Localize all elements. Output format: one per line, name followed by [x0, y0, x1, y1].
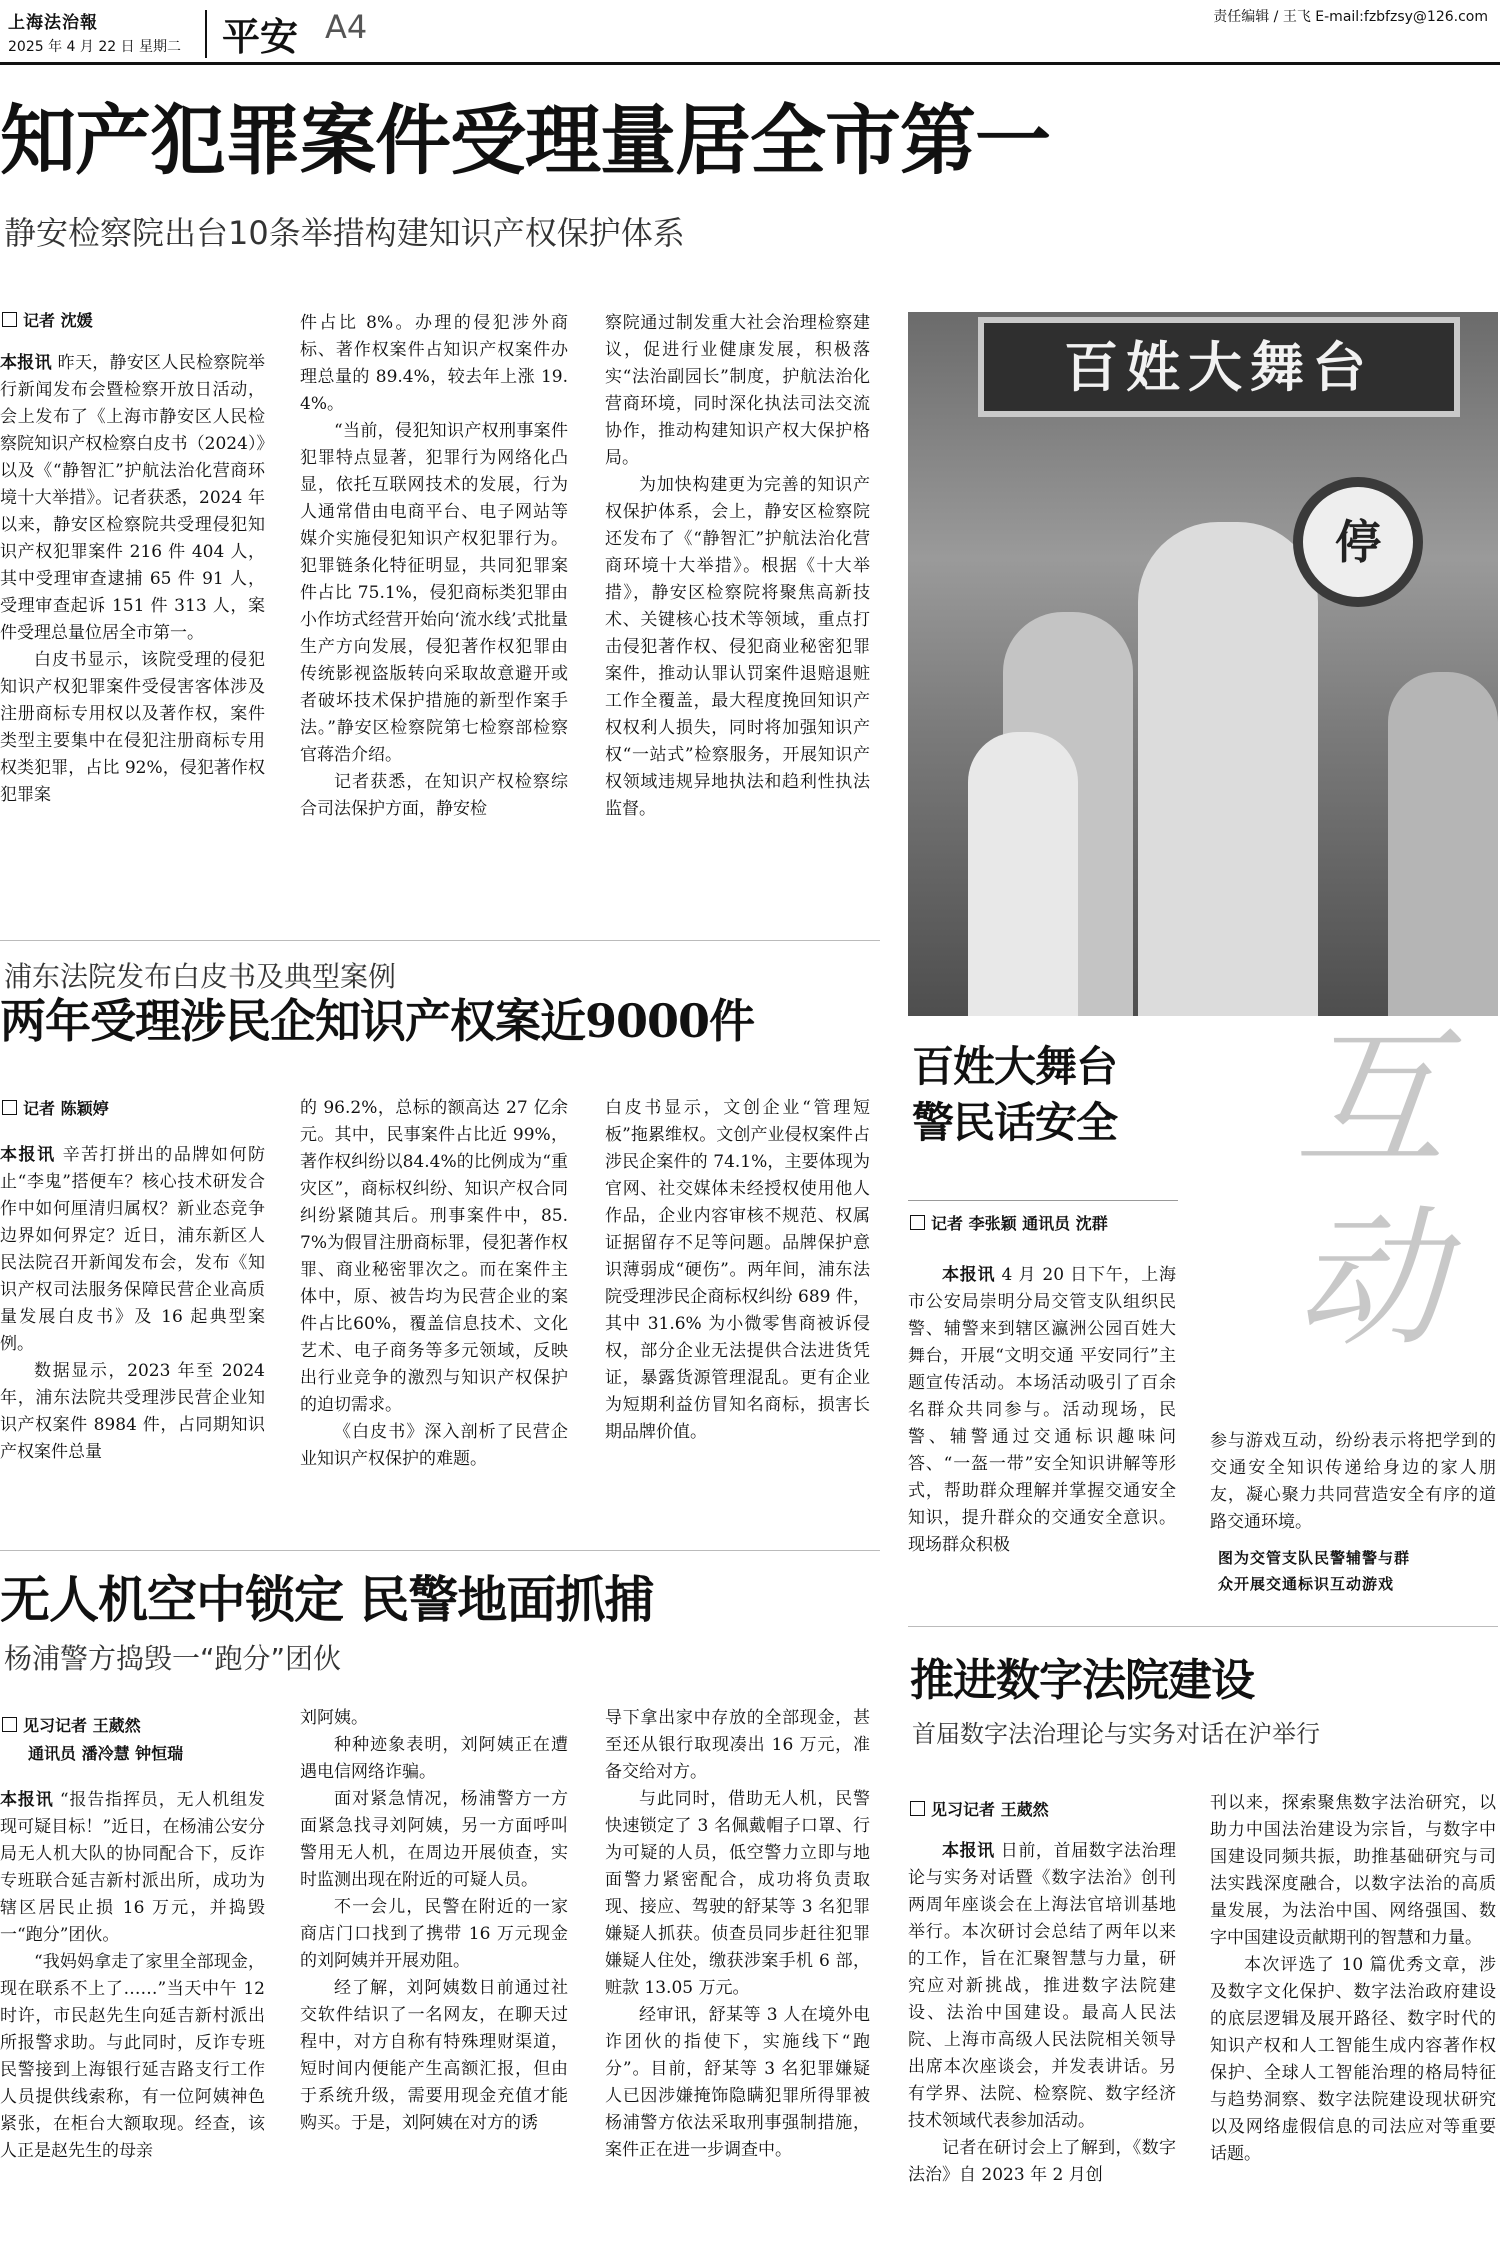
- section-divider: [0, 940, 880, 941]
- photo-caption: [1218, 1545, 1498, 1597]
- paragraph: [908, 1838, 1176, 2135]
- paragraph-text: 与此同时，借助无人机，民警快速锁定了 3 名佩戴帽子口罩、行为可疑的人员，低空警力立即与地面警力紧密配合，成功将负责取现、接应、驾驶的舒某等 3 名犯罪嫌疑人抓获。侦查员同步赶往犯罪嫌疑人住处，缴获涉案手机 6 部，赃款 13.05 万元。: [605, 1789, 870, 1998]
- section-name: 平安: [222, 14, 299, 59]
- article2-byline: [2, 1096, 109, 1119]
- paragraph: [0, 1949, 265, 2165]
- newspaper-logo: 上海法治報: [8, 13, 98, 33]
- photo-story-rule: [908, 1200, 1178, 1201]
- article1-headline: 知产犯罪案件受理量居全市第一: [0, 96, 1050, 185]
- byline-box-icon: [910, 1215, 925, 1230]
- paragraph: [300, 310, 568, 418]
- paragraph-text: 辛苦打拼出的品牌如何防止“李鬼”搭便车？核心技术研发合作中如何厘清归属权？新业态竞争边界如何界定？近日，浦东新区人民法院召开新闻发布会，发布《知识产权司法服务保障民营企业高质量发展白皮书》及 16 起典型案例。: [0, 1145, 265, 1354]
- photo-story-col1: [908, 1262, 1176, 1598]
- section-divider: [908, 1626, 1498, 1627]
- article3-byline: [2, 1713, 141, 1736]
- lead-tag: 本报讯: [0, 353, 52, 373]
- article2-col1: [0, 1142, 265, 1522]
- paragraph: [605, 1705, 870, 1786]
- photo-story-headline-2: 警民话安全: [912, 1098, 1118, 1147]
- paragraph-text: 本次评选了 10 篇优秀文章，涉及数字文化保护、数字法治政府建设的底层逻辑及展开路径、数字时代的知识产权和人工智能生成内容著作权保护、全球人工智能治理的格局特征与趋势洞察、数字法院建设现状研究以及网络虚假信息的司法应对等重要话题。: [1210, 1955, 1496, 2164]
- paragraph: [300, 1786, 568, 1894]
- masthead-rule: [0, 62, 1500, 65]
- paragraph: [1210, 1428, 1496, 1536]
- paragraph-text: 导下拿出家中存放的全部现金，甚至还从银行取现凑出 16 万元，准备交给对方。: [605, 1708, 870, 1782]
- paragraph: [300, 1419, 568, 1473]
- article2-kicker: 浦东法院发布白皮书及典型案例: [4, 960, 397, 993]
- paragraph-text: 经审讯，舒某等 3 人在境外电诈团伙的指使下，实施线下“跑分”。目前，舒某等 3 名犯罪嫌疑人已因涉嫌掩饰隐瞒犯罪所得罪被杨浦警方依法采取刑事强制措施，案件正在进一步调查中。: [605, 2005, 870, 2160]
- paragraph: [605, 2002, 870, 2164]
- byline-text: 记者 沈媛: [23, 311, 93, 330]
- paragraph: [300, 418, 568, 769]
- byline-box-icon: [910, 1801, 925, 1816]
- paragraph: [605, 1095, 870, 1446]
- article3-headline: 无人机空中锁定 民警地面抓捕: [0, 1570, 654, 1629]
- paragraph-text: “报告指挥员，无人机组发现可疑目标！”近日，在杨浦公安分局无人机大队的协同配合下，反诈专班联合延吉新村派出所，成功为辖区居民止损 16 万元，并捣毁一“跑分”团伙。: [0, 1790, 265, 1945]
- paragraph: [300, 1095, 568, 1419]
- stage-sign: 百姓大舞台: [978, 317, 1460, 417]
- article1-col2: [300, 310, 568, 902]
- paragraph-text: 件占比 8%。办理的侵犯涉外商标、著作权案件占知识产权案件办理总量的 89.4%，较去年上涨 19.4%。: [300, 313, 568, 414]
- paragraph: [300, 1975, 568, 2137]
- article1-subhead: 静安检察院出台10条举措构建知识产权保护体系: [4, 214, 685, 252]
- paragraph: [605, 1786, 870, 2002]
- byline-text: 见习记者 王葳然: [931, 1800, 1049, 1819]
- article3-col1: [0, 1787, 265, 2247]
- paragraph-text: 的 96.2%，总标的额高达 27 亿余元。其中，民事案件占比近 99%，著作权纠纷以84.4%的比例成为“重灾区”，商标权纠纷、知识产权合同纠纷紧随其后。刑事案件中，85.7%为假冒注册商标罪，侵犯著作权罪、商业秘密罪次之。而在案件主体中，原、被告均为民营企业的案件占比60%，覆盖信息技术、文化艺术、电子商务等多元领域，反映出行业竞争的激烈与知识产权保护的迫切需求。: [300, 1098, 568, 1415]
- paragraph: [0, 1358, 265, 1466]
- article5-byline: [910, 1797, 1049, 1820]
- byline-text: 见习记者 王葳然: [23, 1716, 141, 1735]
- section-divider: [0, 1550, 880, 1551]
- paragraph: [300, 1732, 568, 1786]
- lead-tag: 本报讯: [0, 1790, 54, 1810]
- article2-headline: 两年受理涉民企知识产权案近9000件: [0, 994, 755, 1048]
- paragraph-text: 刊以来，探索聚焦数字法治研究，以助力中国法治建设为宗旨，与数字中国建设同频共振，助推基础研究与司法实践深度融合，以数字法治的高质量发展，为法治中国、网络强国、数字中国建设贡献期刊的智慧和力量。: [1210, 1793, 1496, 1948]
- caption-line: 图为交管支队民警辅警与群: [1218, 1549, 1411, 1567]
- paragraph: [1210, 1952, 1496, 2168]
- caption-line: 众开展交通标识互动游戏: [1218, 1575, 1395, 1593]
- lead-tag: 本报讯: [942, 1841, 995, 1861]
- article2-col3: [605, 1095, 870, 1522]
- paragraph-text: 昨天，静安区人民检察院举行新闻发布会暨检察开放日活动，会上发布了《上海市静安区人民检察院知识产权检察白皮书（2024）》以及《“静智汇”护航法治化营商环境十大举措》。记者获悉，2024 年以来，静安区检察院共受理侵犯知识产权犯罪案件 216 件 404 人，其中受理审查逮捕 65 件 91 人，受理审查起诉 151 件 313 人，案件受理总量位居全市第一。: [0, 353, 265, 643]
- paragraph-text: 为加快构建更为完善的知识产权保护体系，会上，静安区检察院还发布了《“静智汇”护航法治化营商环境十大举措》。根据《十大举措》，静安区检察院将聚焦高新技术、关键核心技术等领域，重点打击侵犯著作权、侵犯商业秘密犯罪案件，推动认罪认罚案件退赔退赃工作全覆盖，最大程度挽回知识产权权利人损失，同时将加强知识产权“一站式”检察服务，开展知识产权领域违规异地执法和趋利性执法监督。: [605, 475, 870, 819]
- photo-figure-audience: [1388, 672, 1498, 1016]
- paragraph-text: 面对紧急情况，杨浦警方一方面紧急找寻刘阿姨，另一方面呼叫警用无人机，在周边开展侦查，实时监测出现在附近的可疑人员。: [300, 1789, 568, 1890]
- issue-date: 2025 年 4 月 22 日 星期二: [8, 39, 182, 55]
- article5-col2: [1210, 1790, 1496, 2248]
- article3-col3: [605, 1705, 870, 2247]
- masthead-divider: [205, 10, 207, 58]
- paragraph: [908, 2135, 1176, 2189]
- decor-char: 动: [1294, 1193, 1445, 1367]
- article2-col2: [300, 1095, 568, 1522]
- article5-col1: [908, 1838, 1176, 2248]
- photo-story-col2: [1210, 1428, 1496, 1540]
- editor-credit: 责任编辑 / 王飞 E-mail:fzbfzsy@126.com: [1213, 9, 1488, 25]
- paragraph-text: “当前，侵犯知识产权刑事案件犯罪特点显著，犯罪行为网络化凸显，依托互联网技术的发展，行为人通常借由电商平台、电子网站等媒介实施侵犯知识产权犯罪行为。犯罪链条化特征明显，共同犯罪案件占比 75.1%，侵犯商标类犯罪由小作坊式经营开始向‘流水线’式批量生产方向发展，侵犯著作权犯罪由传统影视盗版转向采取故意避开或者破坏技术保护措施的新型作案手法。”静安区检察院第七检察部检察官蒋浩介绍。: [300, 421, 568, 765]
- lead-tag: 本报讯: [942, 1265, 996, 1285]
- article5-headline: 推进数字法院建设: [910, 1655, 1254, 1706]
- paragraph: [605, 472, 870, 823]
- paragraph: [300, 1705, 568, 1732]
- paragraph: [605, 310, 870, 472]
- article1-col3: [605, 310, 870, 902]
- photo-story-headline-1: 百姓大舞台: [912, 1042, 1118, 1091]
- paragraph-text: “我妈妈拿走了家里全部现金，现在联系不上了……”当天中午 12 时许，市民赵先生向延吉新村派出所报警求助。与此同时，反诈专班民警接到上海银行延吉路支行工作人员提供线索称，有一位阿姨神色紧张，在柜台大额取现。经查，该人正是赵先生的母亲: [0, 1952, 265, 2161]
- lead-tag: 本报讯: [0, 1145, 56, 1165]
- article3-byline-2: 通讯员 潘冷慧 钟恒瑞: [28, 1744, 184, 1763]
- byline-box-icon: [2, 312, 17, 327]
- decorative-text: [1270, 1010, 1470, 1370]
- article3-subhead: 杨浦警方捣毁一“跑分”团伙: [4, 1642, 342, 1675]
- paragraph-text: 白皮书显示，该院受理的侵犯知识产权犯罪案件受侵害客体涉及注册商标专用权以及著作权，案件类型主要集中在侵犯注册商标专用权类犯罪，占比 92%，侵犯著作权犯罪案: [0, 650, 265, 805]
- paragraph-text: 刘阿姨。: [300, 1708, 368, 1728]
- paragraph-text: 察院通过制发重大社会治理检察建议，促进行业健康发展，积极落实“法治副园长”制度，护航法治化营商环境，同时深化执法司法交流协作，推动构建知识产权大保护格局。: [605, 313, 870, 468]
- paragraph: [0, 647, 265, 809]
- paragraph: [0, 1142, 265, 1358]
- byline-box-icon: [2, 1717, 17, 1732]
- paragraph-text: 记者获悉，在知识产权检察综合司法保护方面，静安检: [300, 772, 568, 819]
- paragraph-text: 白皮书显示，文创企业“管理短板”拖累维权。文创产业侵权案件占涉民企案件的 74.1%，主要体现为官网、社交媒体未经授权使用他人作品，企业内容审核不规范、权属证据留存不足等问题。品牌保护意识薄弱成“硬伤”。两年间，浦东法院受理涉民企商标权纠纷 689 件，其中 31.6% 为小微零售商被诉侵权，部分企业无法提供合法进货凭证，暴露货源管理混乱。更有企业为短期利益仿冒知名商标，损害长期品牌价值。: [605, 1098, 870, 1442]
- paragraph-text: 经了解，刘阿姨数日前通过社交软件结识了一名网友，在聊天过程中，对方自称有特殊理财渠道，短时间内便能产生高额汇报，但由于系统升级，需要用现金充值才能购买。于是，刘阿姨在对方的诱: [300, 1978, 568, 2133]
- paragraph-text: 数据显示，2023 年至 2024 年，浦东法院共受理涉民营企业知识产权案件 8984 件，占同期知识产权案件总量: [0, 1361, 265, 1462]
- paragraph: [300, 1894, 568, 1975]
- paragraph-text: 种种迹象表明，刘阿姨正在遭遇电信网络诈骗。: [300, 1735, 568, 1782]
- paragraph-text: 参与游戏互动，纷纷表示将把学到的交通安全知识传递给身边的家人朋友，凝心聚力共同营造安全有序的道路交通环境。: [1210, 1431, 1496, 1532]
- paragraph-text: 《白皮书》深入剖析了民营企业知识产权保护的难题。: [300, 1422, 568, 1469]
- byline-box-icon: [2, 1100, 17, 1115]
- paragraph-text: 记者在研讨会上了解到，《数字法治》自 2023 年 2 月创: [908, 2138, 1176, 2185]
- article1-byline: [2, 308, 93, 331]
- byline-text: 记者 李张颖 通讯员 沈群: [931, 1214, 1108, 1233]
- paragraph: [300, 769, 568, 823]
- byline-text: 记者 陈颖婷: [23, 1099, 109, 1118]
- article5-subhead: 首届数字法治理论与实务对话在沪举行: [912, 1720, 1320, 1748]
- paragraph-text: 不一会儿，民警在附近的一家商店门口找到了携带 16 万元现金的刘阿姨并开展劝阻。: [300, 1897, 568, 1971]
- stop-sign-icon: 停: [1293, 477, 1423, 607]
- decor-char: 互: [1294, 1013, 1445, 1187]
- paragraph-text: 日前，首届数字法治理论与实务对话暨《数字法治》创刊两周年座谈会在上海法官培训基地举行。本次研讨会总结了两年以来的工作，旨在汇聚智慧与力量，研究应对新挑战，推进数字法院建设、法治中国建设。最高人民法院、上海市高级人民法院相关领导出席本次座谈会，并发表讲话。另有学界、法院、检察院、数字经济技术领域代表参加活动。: [908, 1841, 1176, 2131]
- paragraph: [908, 1262, 1176, 1559]
- page-number: A4: [325, 8, 368, 46]
- paragraph-text: 4 月 20 日下午，上海市公安局崇明分局交管支队组织民警、辅警来到辖区瀛洲公园百姓大舞台，开展“文明交通 平安同行”主题宣传活动。本场活动吸引了百余名群众共同参与。活动现场，民警、辅警通过交通标识趣味问答、“一盔一带”安全知识讲解等形式，帮助群众理解并掌握交通安全知识，提升群众的交通安全意识。现场群众积极: [908, 1265, 1176, 1555]
- paragraph: [0, 1787, 265, 1949]
- photo-story-byline: [910, 1211, 1108, 1234]
- photo-figure-speaker: [1138, 522, 1318, 1016]
- paragraph: [1210, 1790, 1496, 1952]
- photo-police-stage: [908, 312, 1498, 1016]
- paragraph: [0, 350, 265, 647]
- photo-figure-child: [968, 732, 1078, 1016]
- article3-col2: [300, 1705, 568, 2247]
- article1-col1: [0, 350, 265, 902]
